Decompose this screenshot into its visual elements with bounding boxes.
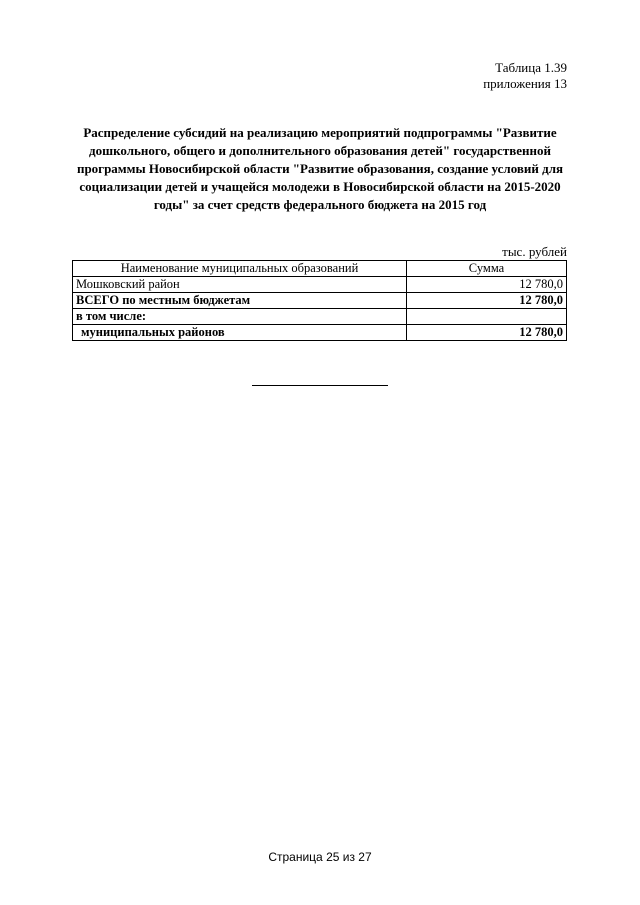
row-sum	[407, 309, 567, 325]
appendix-number: приложения 13	[483, 76, 567, 91]
page-number: Страница 25 из 27	[268, 850, 372, 864]
column-header-sum: Сумма	[407, 261, 567, 277]
column-header-name: Наименование муниципальных образований	[73, 261, 407, 277]
unit-label: тыс. рублей	[502, 244, 567, 259]
row-sum: 12 780,0	[407, 277, 567, 293]
document-title: Распределение субсидий на реализацию мероприятий подпрограммы "Развитие дошкольного, общего и дополнительного образования детей" государственной программы Новосибирской области "Развитие образования, создание условий для социализации детей и учащейся молодежи в Новосибирской области на 2015-2020 годы" за счет средств федерального бюджета на 2015 год	[76, 125, 564, 212]
row-name: Мошковский район	[73, 277, 407, 293]
row-name: муниципальных районов	[73, 325, 407, 341]
row-name: в том числе:	[73, 309, 407, 325]
table-number: Таблица 1.39	[495, 60, 567, 75]
separator-line	[252, 385, 388, 386]
table-reference	[483, 60, 567, 92]
table-row-including	[73, 309, 567, 325]
row-sum: 12 780,0	[407, 325, 567, 341]
row-name: ВСЕГО по местным бюджетам	[73, 293, 407, 309]
table-header-row	[73, 261, 567, 277]
subsidy-table	[72, 260, 567, 341]
row-sum: 12 780,0	[407, 293, 567, 309]
table-row	[73, 277, 567, 293]
table-row-districts	[73, 325, 567, 341]
table-row-total	[73, 293, 567, 309]
